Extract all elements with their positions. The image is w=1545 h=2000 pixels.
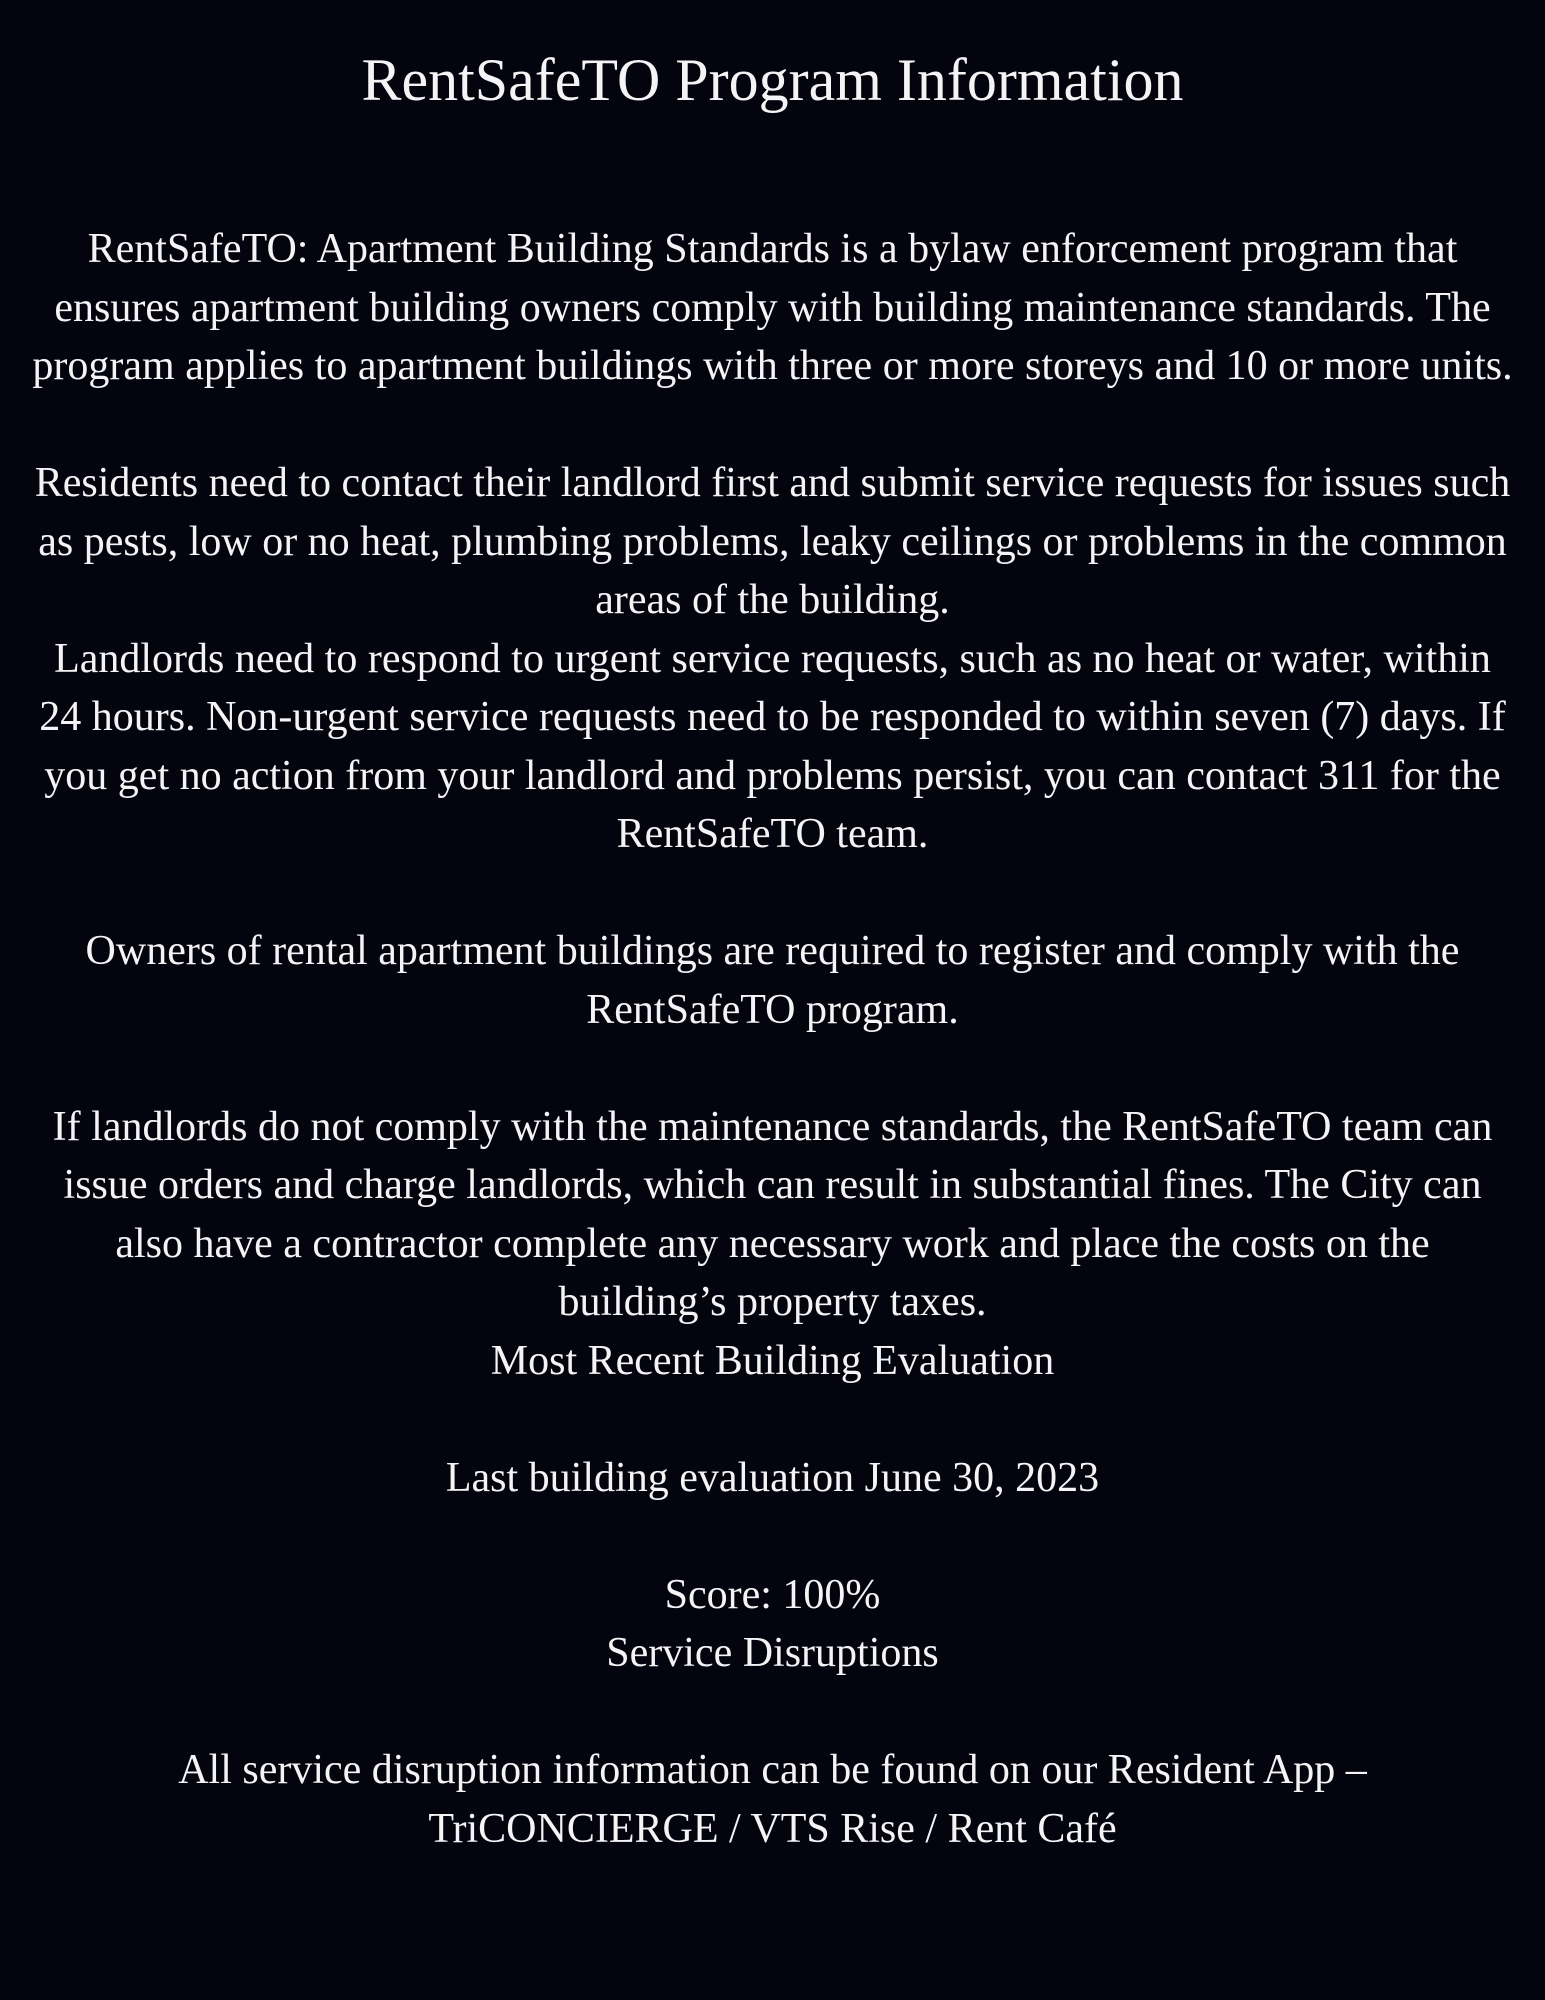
owners-paragraph: Owners of rental apartment buildings are required to register and comply with the RentSafeTO program. <box>85 928 1460 1033</box>
evaluation-score: Score: 100% <box>664 1571 881 1618</box>
compliance-paragraph: If landlords do not comply with the maintenance standards, the RentSafeTO team can issue orders and charge landlords, which can result in substantial fines. The City can also have a contractor complete any necessary work and place the costs on the building’s property taxes. <box>52 1103 1493 1325</box>
blank-line <box>30 1683 1515 1742</box>
blank-line <box>30 1390 1515 1449</box>
blank-line <box>30 1039 1515 1098</box>
evaluation-heading: Most Recent Building Evaluation <box>490 1337 1055 1384</box>
residents-paragraph: Residents need to contact their landlord first and submit service requests for issues such as pests, low or no heat, plumbing problems, leaky ceilings or problems in the common areas of the building. <box>34 460 1511 623</box>
blank-line <box>30 864 1515 923</box>
service-disruptions-paragraph: All service disruption information can be found on our Resident App – TriCONCIERGE / VTS Rise / Rent Café <box>178 1747 1367 1852</box>
intro-paragraph: RentSafeTO: Apartment Building Standards is a bylaw enforcement program that ensures apartment building owners comply with building maintenance standards. The program applies to apartment buildings with three or more storeys and 10 or more units. <box>32 226 1513 389</box>
page-title: RentSafeTO Program Information <box>361 47 1184 113</box>
blank-line <box>30 396 1515 455</box>
service-disruptions-heading: Service Disruptions <box>606 1630 939 1676</box>
landlords-paragraph: Landlords need to respond to urgent service requests, such as no heat or water, within 24 hours. Non-urgent service requests need to be responded to within seven (7) days. If you get no action from your landlord and problems persist, you can contact 311 for the RentSafeTO team. <box>39 635 1506 857</box>
blank-line <box>30 1507 1515 1566</box>
evaluation-date: Last building evaluation June 30, 2023 <box>445 1454 1100 1501</box>
